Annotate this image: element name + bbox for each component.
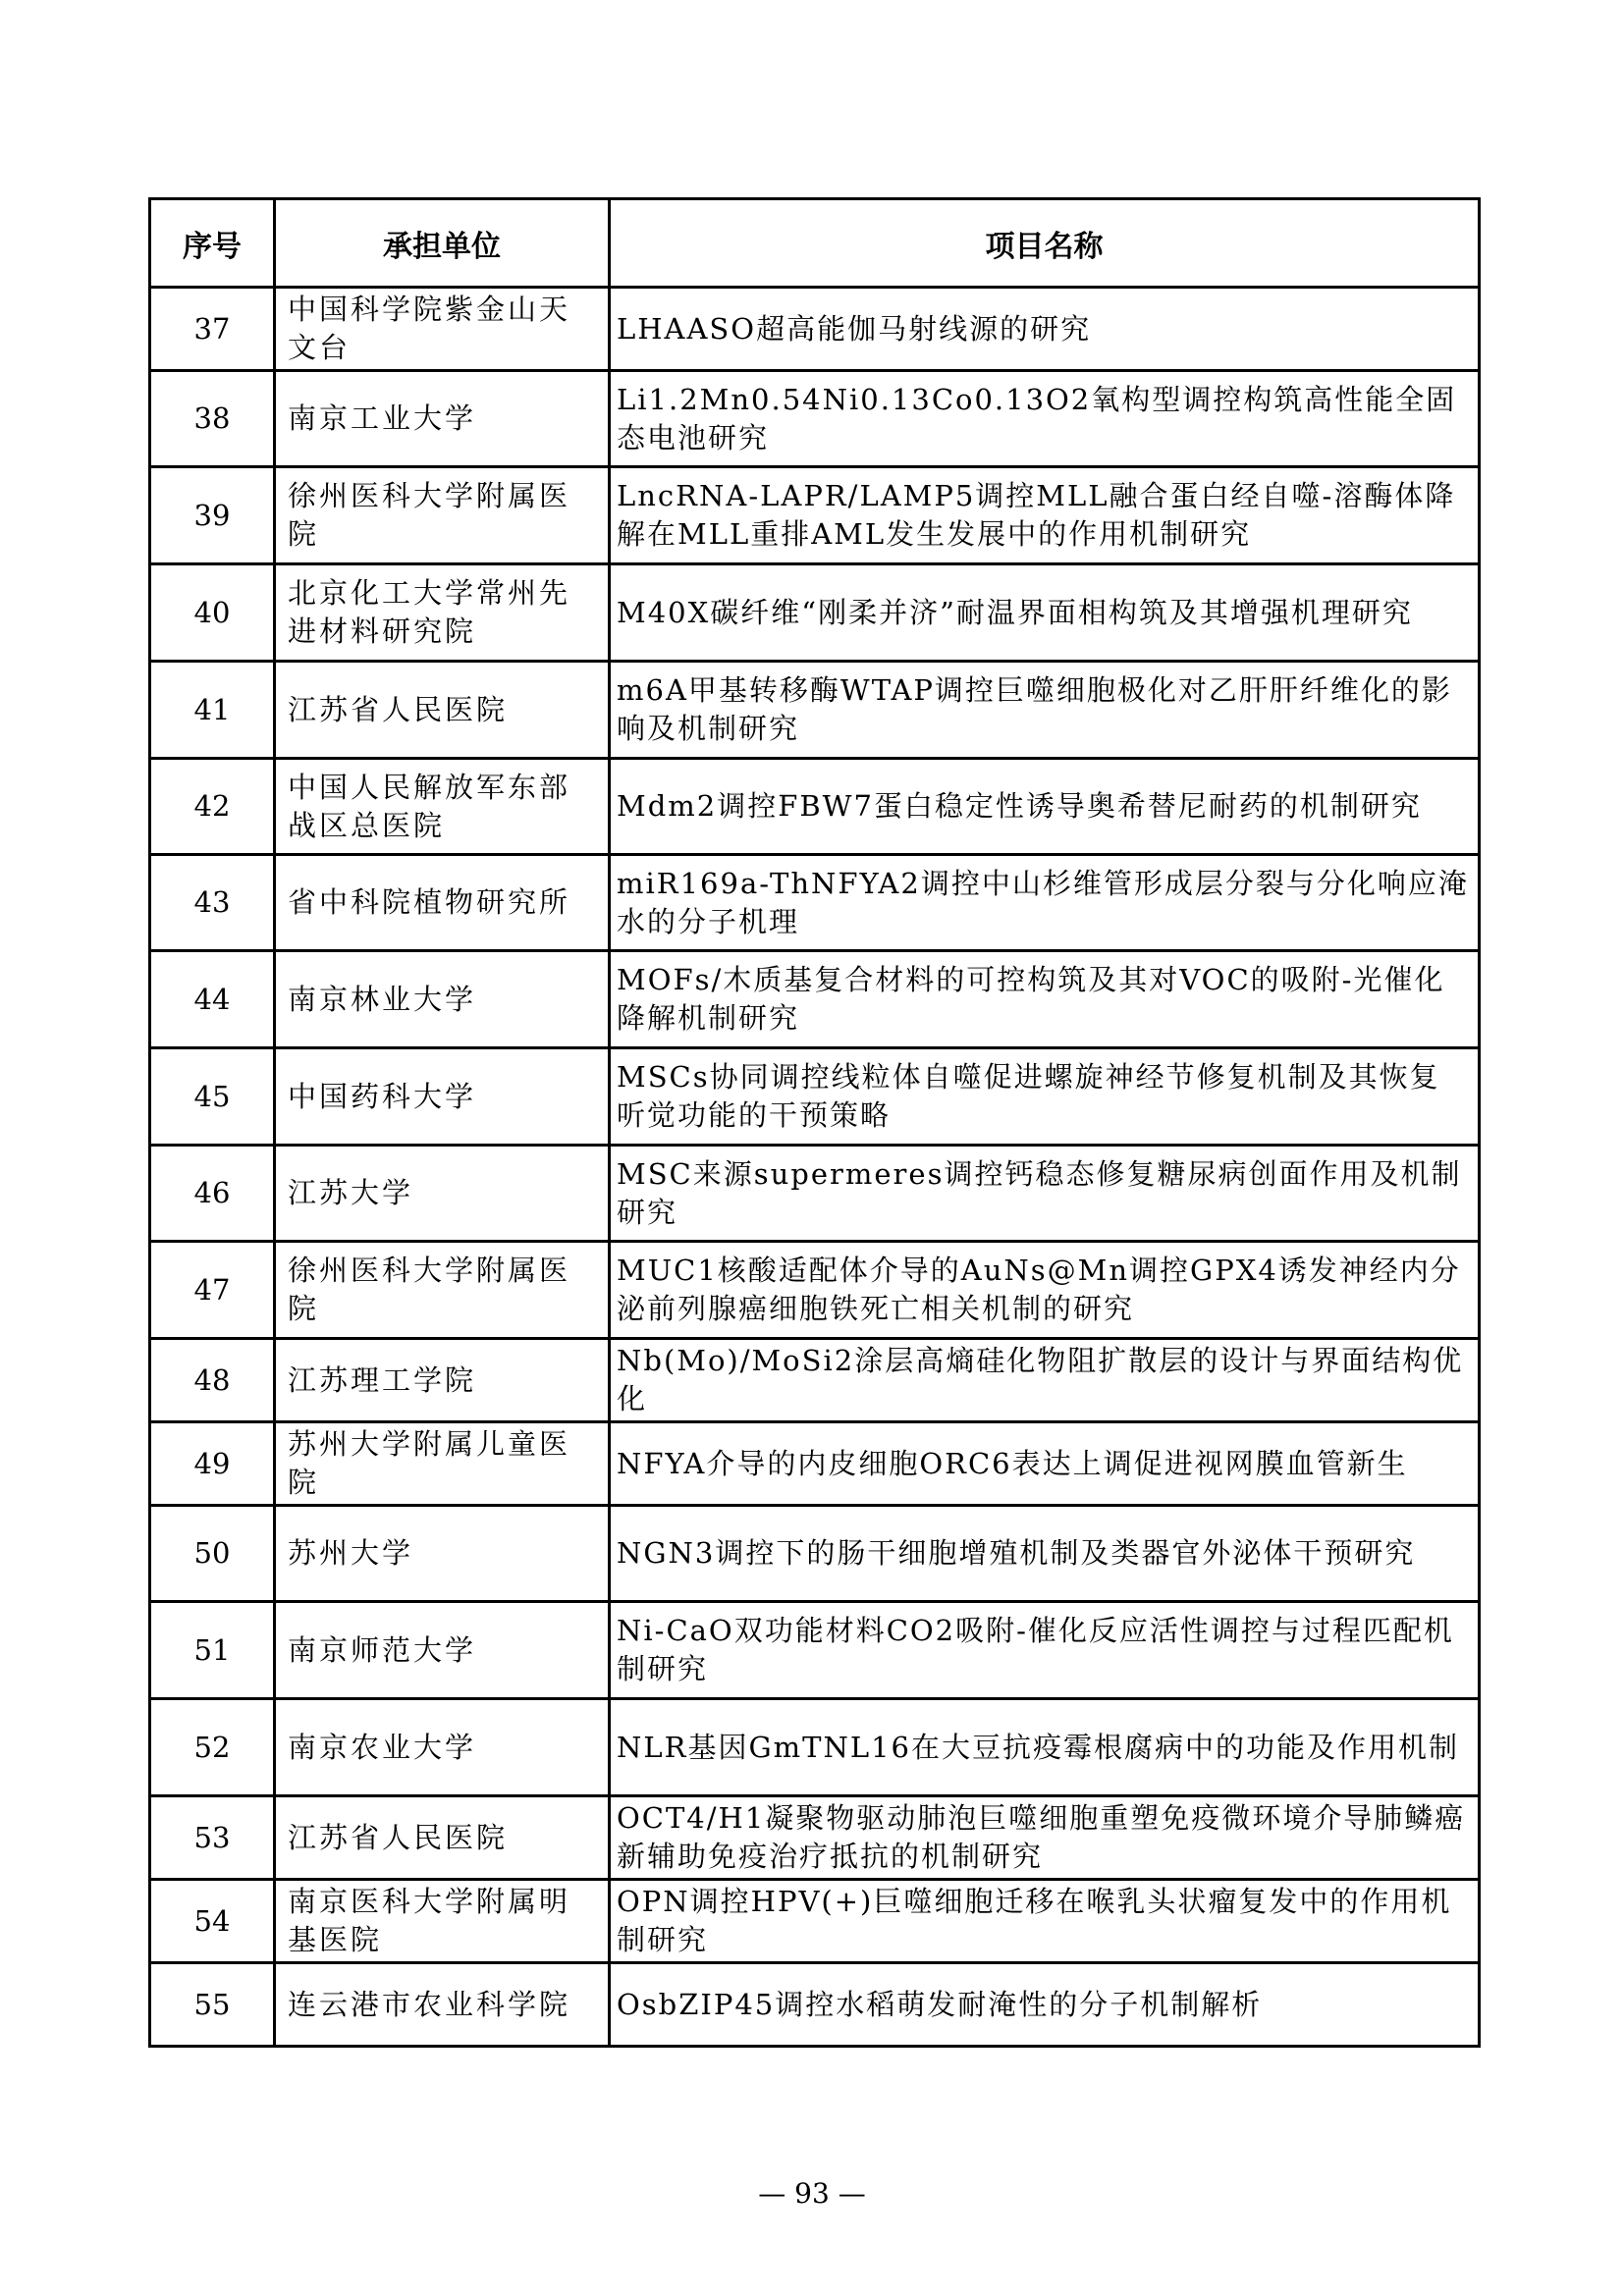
- row-undertaking-unit: 江苏省人民医院: [275, 662, 610, 759]
- row-project-name: MOFs/木质基复合材料的可控构筑及其对VOC的吸附-光催化降解机制研究: [610, 951, 1480, 1048]
- row-undertaking-unit: 中国人民解放军东部战区总医院: [275, 759, 610, 855]
- row-serial-number: 41: [150, 662, 275, 759]
- table-row: [150, 759, 1480, 855]
- row-undertaking-unit: 中国药科大学: [275, 1048, 610, 1146]
- row-serial-number: 37: [150, 288, 275, 371]
- row-undertaking-unit: 江苏大学: [275, 1146, 610, 1242]
- row-project-name: MSC来源supermeres调控钙稳态修复糖尿病创面作用及机制研究: [610, 1146, 1480, 1242]
- header-project-name: 项目名称: [610, 199, 1480, 288]
- table-row: [150, 1048, 1480, 1146]
- table-row: [150, 1242, 1480, 1339]
- row-undertaking-unit: 南京工业大学: [275, 371, 610, 467]
- row-undertaking-unit: 徐州医科大学附属医院: [275, 1242, 610, 1339]
- row-undertaking-unit: 南京林业大学: [275, 951, 610, 1048]
- table-body: [150, 288, 1480, 2047]
- table-row: [150, 1422, 1480, 1506]
- table-row: [150, 855, 1480, 951]
- row-serial-number: 55: [150, 1963, 275, 2047]
- row-project-name: MSCs协同调控线粒体自噬促进螺旋神经节修复机制及其恢复听觉功能的干预策略: [610, 1048, 1480, 1146]
- row-serial-number: 52: [150, 1699, 275, 1796]
- row-undertaking-unit: 中国科学院紫金山天文台: [275, 288, 610, 371]
- row-serial-number: 38: [150, 371, 275, 467]
- row-undertaking-unit: 江苏省人民医院: [275, 1796, 610, 1880]
- row-project-name: NFYA介导的内皮细胞ORC6表达上调促进视网膜血管新生: [610, 1422, 1480, 1506]
- row-serial-number: 47: [150, 1242, 275, 1339]
- table-row: [150, 662, 1480, 759]
- row-undertaking-unit: 苏州大学: [275, 1506, 610, 1602]
- project-table: [148, 197, 1481, 2048]
- header-undertaking-unit: 承担单位: [275, 199, 610, 288]
- table-row: [150, 1146, 1480, 1242]
- table-row: [150, 467, 1480, 564]
- row-undertaking-unit: 北京化工大学常州先进材料研究院: [275, 564, 610, 662]
- row-serial-number: 44: [150, 951, 275, 1048]
- table-row: [150, 1602, 1480, 1699]
- table-header-row: [150, 199, 1480, 288]
- row-project-name: MUC1核酸适配体介导的AuNs@Mn调控GPX4诱发神经内分泌前列腺癌细胞铁死亡相关机制的研究: [610, 1242, 1480, 1339]
- row-serial-number: 40: [150, 564, 275, 662]
- row-project-name: OPN调控HPV(+)巨噬细胞迁移在喉乳头状瘤复发中的作用机制研究: [610, 1880, 1480, 1963]
- row-serial-number: 51: [150, 1602, 275, 1699]
- row-serial-number: 49: [150, 1422, 275, 1506]
- table-row: [150, 1339, 1480, 1422]
- row-project-name: LHAASO超高能伽马射线源的研究: [610, 288, 1480, 371]
- table-row: [150, 288, 1480, 371]
- row-undertaking-unit: 徐州医科大学附属医院: [275, 467, 610, 564]
- row-serial-number: 53: [150, 1796, 275, 1880]
- row-serial-number: 46: [150, 1146, 275, 1242]
- row-undertaking-unit: 省中科院植物研究所: [275, 855, 610, 951]
- table-row: [150, 951, 1480, 1048]
- table-row: [150, 1880, 1480, 1963]
- row-project-name: NGN3调控下的肠干细胞增殖机制及类器官外泌体干预研究: [610, 1506, 1480, 1602]
- row-project-name: Ni-CaO双功能材料CO2吸附-催化反应活性调控与过程匹配机制研究: [610, 1602, 1480, 1699]
- row-project-name: m6A甲基转移酶WTAP调控巨噬细胞极化对乙肝肝纤维化的影响及机制研究: [610, 662, 1480, 759]
- row-serial-number: 43: [150, 855, 275, 951]
- row-serial-number: 42: [150, 759, 275, 855]
- row-project-name: Li1.2Mn0.54Ni0.13Co0.13O2氧构型调控构筑高性能全固态电池研究: [610, 371, 1480, 467]
- row-project-name: M40X碳纤维“刚柔并济”耐温界面相构筑及其增强机理研究: [610, 564, 1480, 662]
- row-project-name: Nb(Mo)/MoSi2涂层高熵硅化物阻扩散层的设计与界面结构优化: [610, 1339, 1480, 1422]
- row-project-name: OCT4/H1凝聚物驱动肺泡巨噬细胞重塑免疫微环境介导肺鳞癌新辅助免疫治疗抵抗的机制研究: [610, 1796, 1480, 1880]
- row-project-name: Mdm2调控FBW7蛋白稳定性诱导奥希替尼耐药的机制研究: [610, 759, 1480, 855]
- row-serial-number: 45: [150, 1048, 275, 1146]
- table-row: [150, 371, 1480, 467]
- row-undertaking-unit: 南京师范大学: [275, 1602, 610, 1699]
- row-project-name: OsbZIP45调控水稻萌发耐淹性的分子机制解析: [610, 1963, 1480, 2047]
- row-undertaking-unit: 南京农业大学: [275, 1699, 610, 1796]
- row-serial-number: 54: [150, 1880, 275, 1963]
- table-row: [150, 1796, 1480, 1880]
- row-serial-number: 50: [150, 1506, 275, 1602]
- table-row: [150, 1506, 1480, 1602]
- row-undertaking-unit: 南京医科大学附属明基医院: [275, 1880, 610, 1963]
- header-serial-number: 序号: [150, 199, 275, 288]
- page-number: — 93 —: [758, 2177, 866, 2210]
- row-project-name: NLR基因GmTNL16在大豆抗疫霉根腐病中的功能及作用机制: [610, 1699, 1480, 1796]
- row-undertaking-unit: 苏州大学附属儿童医院: [275, 1422, 610, 1506]
- row-serial-number: 48: [150, 1339, 275, 1422]
- row-project-name: LncRNA-LAPR/LAMP5调控MLL融合蛋白经自噬-溶酶体降解在MLL重排AML发生发展中的作用机制研究: [610, 467, 1480, 564]
- table-row: [150, 564, 1480, 662]
- table-row: [150, 1699, 1480, 1796]
- row-undertaking-unit: 连云港市农业科学院: [275, 1963, 610, 2047]
- row-undertaking-unit: 江苏理工学院: [275, 1339, 610, 1422]
- row-project-name: miR169a-ThNFYA2调控中山杉维管形成层分裂与分化响应淹水的分子机理: [610, 855, 1480, 951]
- table-row: [150, 1963, 1480, 2047]
- row-serial-number: 39: [150, 467, 275, 564]
